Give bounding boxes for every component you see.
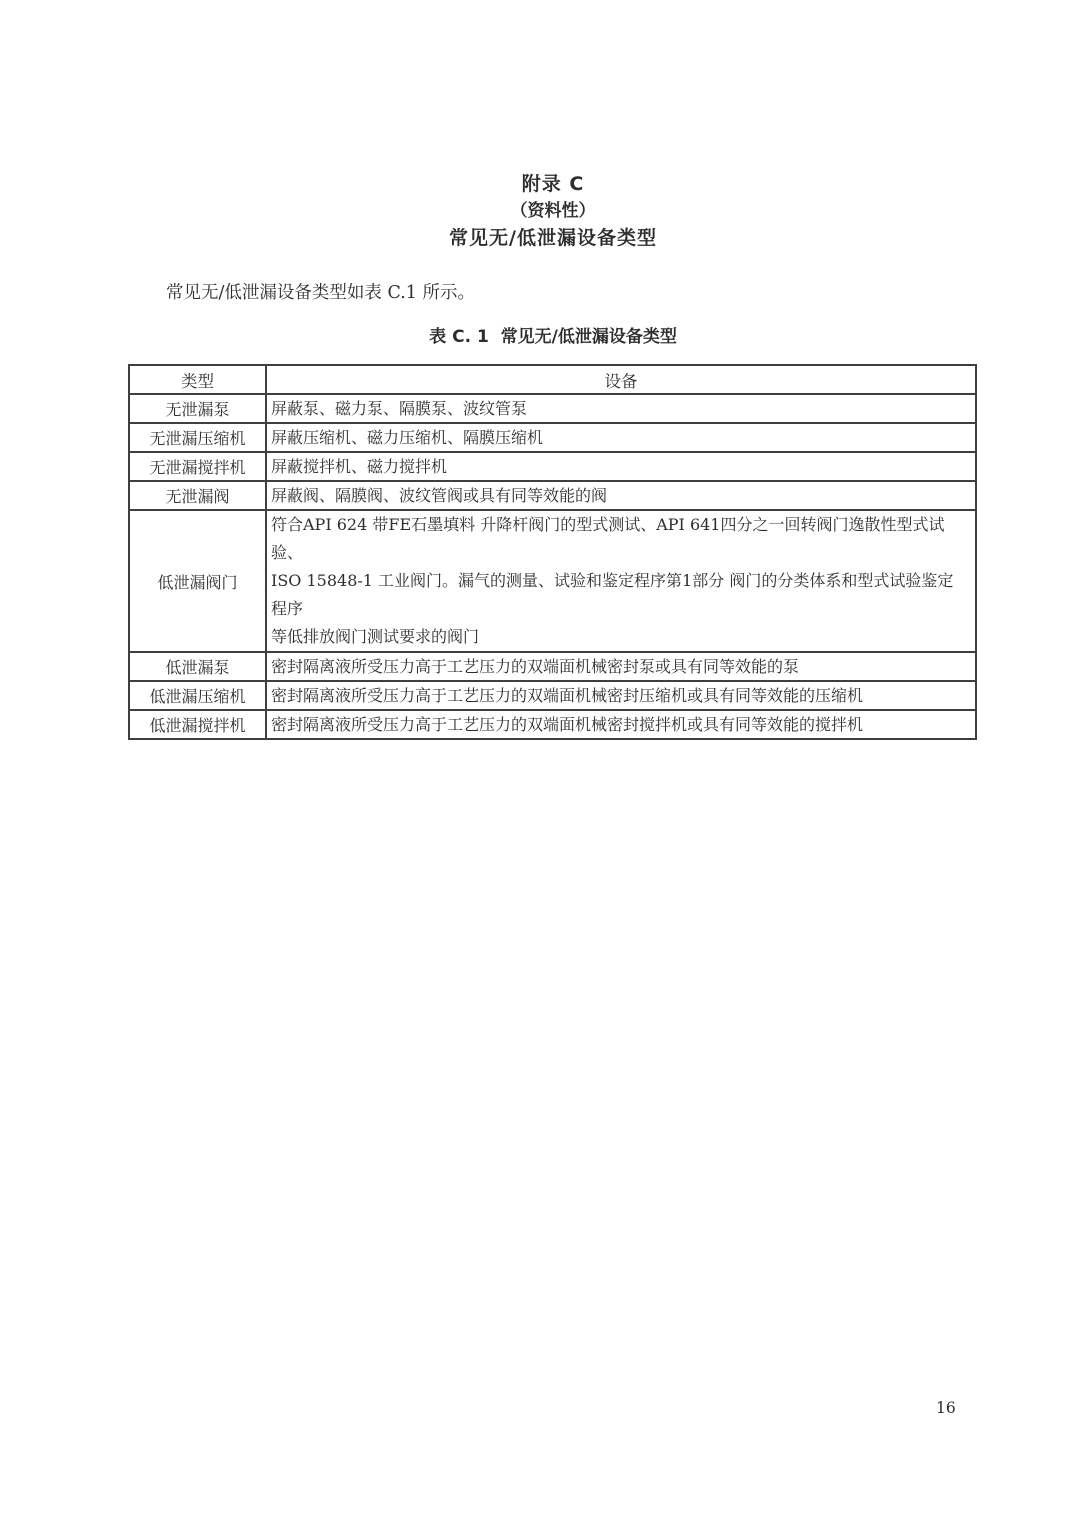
- appendix-title: 附录 C: [521, 173, 585, 195]
- cell-equipment: [266, 710, 976, 739]
- equipment-text-line: 屏蔽泵、磁力泵、隔膜泵、波纹管泵: [271, 399, 528, 418]
- column-header-equipment: 设备: [266, 365, 976, 394]
- cell-equipment: [266, 681, 976, 710]
- equipment-table: [128, 364, 977, 740]
- cell-type: 低泄漏压缩机: [129, 681, 266, 710]
- equipment-text-line: 密封隔离液所受压力高于工艺压力的双端面机械密封搅拌机或具有同等效能的搅拌机: [271, 715, 864, 734]
- table-row: [129, 452, 976, 481]
- appendix-heading-block: [128, 171, 978, 252]
- equipment-text-line: 屏蔽阀、隔膜阀、波纹管阀或具有同等效能的阀: [271, 486, 608, 505]
- cell-type: 低泄漏阀门: [129, 510, 266, 652]
- cell-type: 低泄漏泵: [129, 652, 266, 681]
- cell-equipment: [266, 423, 976, 452]
- cell-type: 无泄漏搅拌机: [129, 452, 266, 481]
- equipment-text-line: 屏蔽压缩机、磁力压缩机、隔膜压缩机: [271, 428, 544, 447]
- cell-type: 无泄漏泵: [129, 394, 266, 423]
- column-header-type: 类型: [129, 365, 266, 394]
- equipment-text-line: 密封隔离液所受压力高于工艺压力的双端面机械密封泵或具有同等效能的泵: [271, 657, 800, 676]
- table-caption: 表 C. 1 常见无/低泄漏设备类型: [429, 327, 677, 347]
- cell-type: 低泄漏搅拌机: [129, 710, 266, 739]
- table-row: [129, 423, 976, 452]
- table-row: [129, 681, 976, 710]
- cell-equipment: [266, 452, 976, 481]
- table-row: [129, 510, 976, 652]
- table-row: [129, 394, 976, 423]
- equipment-text-line: 屏蔽搅拌机、磁力搅拌机: [271, 457, 448, 476]
- cell-equipment: [266, 510, 976, 652]
- equipment-text-line: 密封隔离液所受压力高于工艺压力的双端面机械密封压缩机或具有同等效能的压缩机: [271, 686, 864, 705]
- equipment-text-line: ISO 15848-1 工业阀门。漏气的测量、试验和鉴定程序第1部分 阀门的分类体系和型式试验鉴定程序: [271, 571, 954, 618]
- table-header-row: [129, 365, 976, 394]
- cell-type: 无泄漏阀: [129, 481, 266, 510]
- cell-equipment: [266, 652, 976, 681]
- table-row: [129, 710, 976, 739]
- table-row: [129, 652, 976, 681]
- table-row: [129, 481, 976, 510]
- intro-paragraph: 常见无/低泄漏设备类型如表 C.1 所示。: [166, 283, 475, 303]
- cell-equipment: [266, 481, 976, 510]
- cell-equipment: [266, 394, 976, 423]
- cell-type: 无泄漏压缩机: [129, 423, 266, 452]
- appendix-subtitle: （资料性）: [510, 201, 596, 221]
- appendix-heading: 常见无/低泄漏设备类型: [449, 227, 657, 249]
- equipment-text-line: 符合API 624 带FE石墨填料 升降杆阀门的型式测试、API 641四分之一回转阀门逸散性型式试验、: [271, 515, 945, 562]
- equipment-text-line: 等低排放阀门测试要求的阀门: [271, 627, 480, 646]
- page-number: 16: [936, 1399, 956, 1417]
